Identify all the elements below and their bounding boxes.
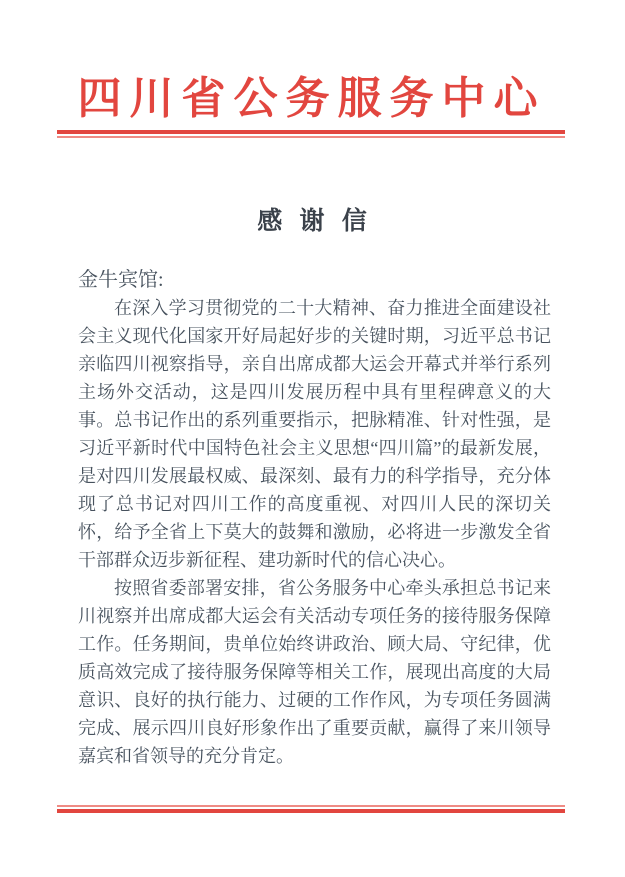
letter-title: 感 谢 信 (257, 208, 368, 235)
header-rule-thin-line (57, 136, 565, 138)
salutation: 金牛宾馆: (78, 269, 164, 291)
letter-body (78, 294, 551, 770)
header-double-rule (57, 130, 565, 138)
footer-double-rule (57, 805, 565, 813)
footer-rule-thick-line (57, 809, 565, 813)
body-paragraph-2: 按照省委部署安排，省公务服务中心牵头承担总书记来川视察并出席成都大运会有关活动专项任务的接待服务保障工作。任务期间，贵单位始终讲政治、顾大局、守纪律，优质高效完成了接待服务保障等相关工作，展现出高度的大局意识、良好的执行能力、过硬的工作作风，为专项任务圆满完成、展示四川良好形象作出了重要贡献，赢得了来川领导嘉宾和省领导的充分肯定。 (78, 578, 551, 766)
letterhead-title: 四川省公务服务中心 (77, 74, 546, 123)
body-paragraph-1: 在深入学习贯彻党的二十大精神、奋力推进全面建设社会主义现代化国家开好局起好步的关键时期，习近平总书记亲临四川视察指导，亲自出席成都大运会开幕式并举行系列主场外交活动，这是四川发展历程中具有里程碑意义的大事。总书记作出的系列重要指示，把脉精准、针对性强，是习近平新时代中国特色社会主义思想“四川篇”的最新发展，是对四川发展最权威、最深刻、最有力的科学指导，充分体现了总书记对四川工作的高度重视、对四川人民的深切关怀，给予全省上下莫大的鼓舞和激励，必将进一步激发全省干部群众迈步新征程、建功新时代的信心决心。 (78, 298, 551, 570)
